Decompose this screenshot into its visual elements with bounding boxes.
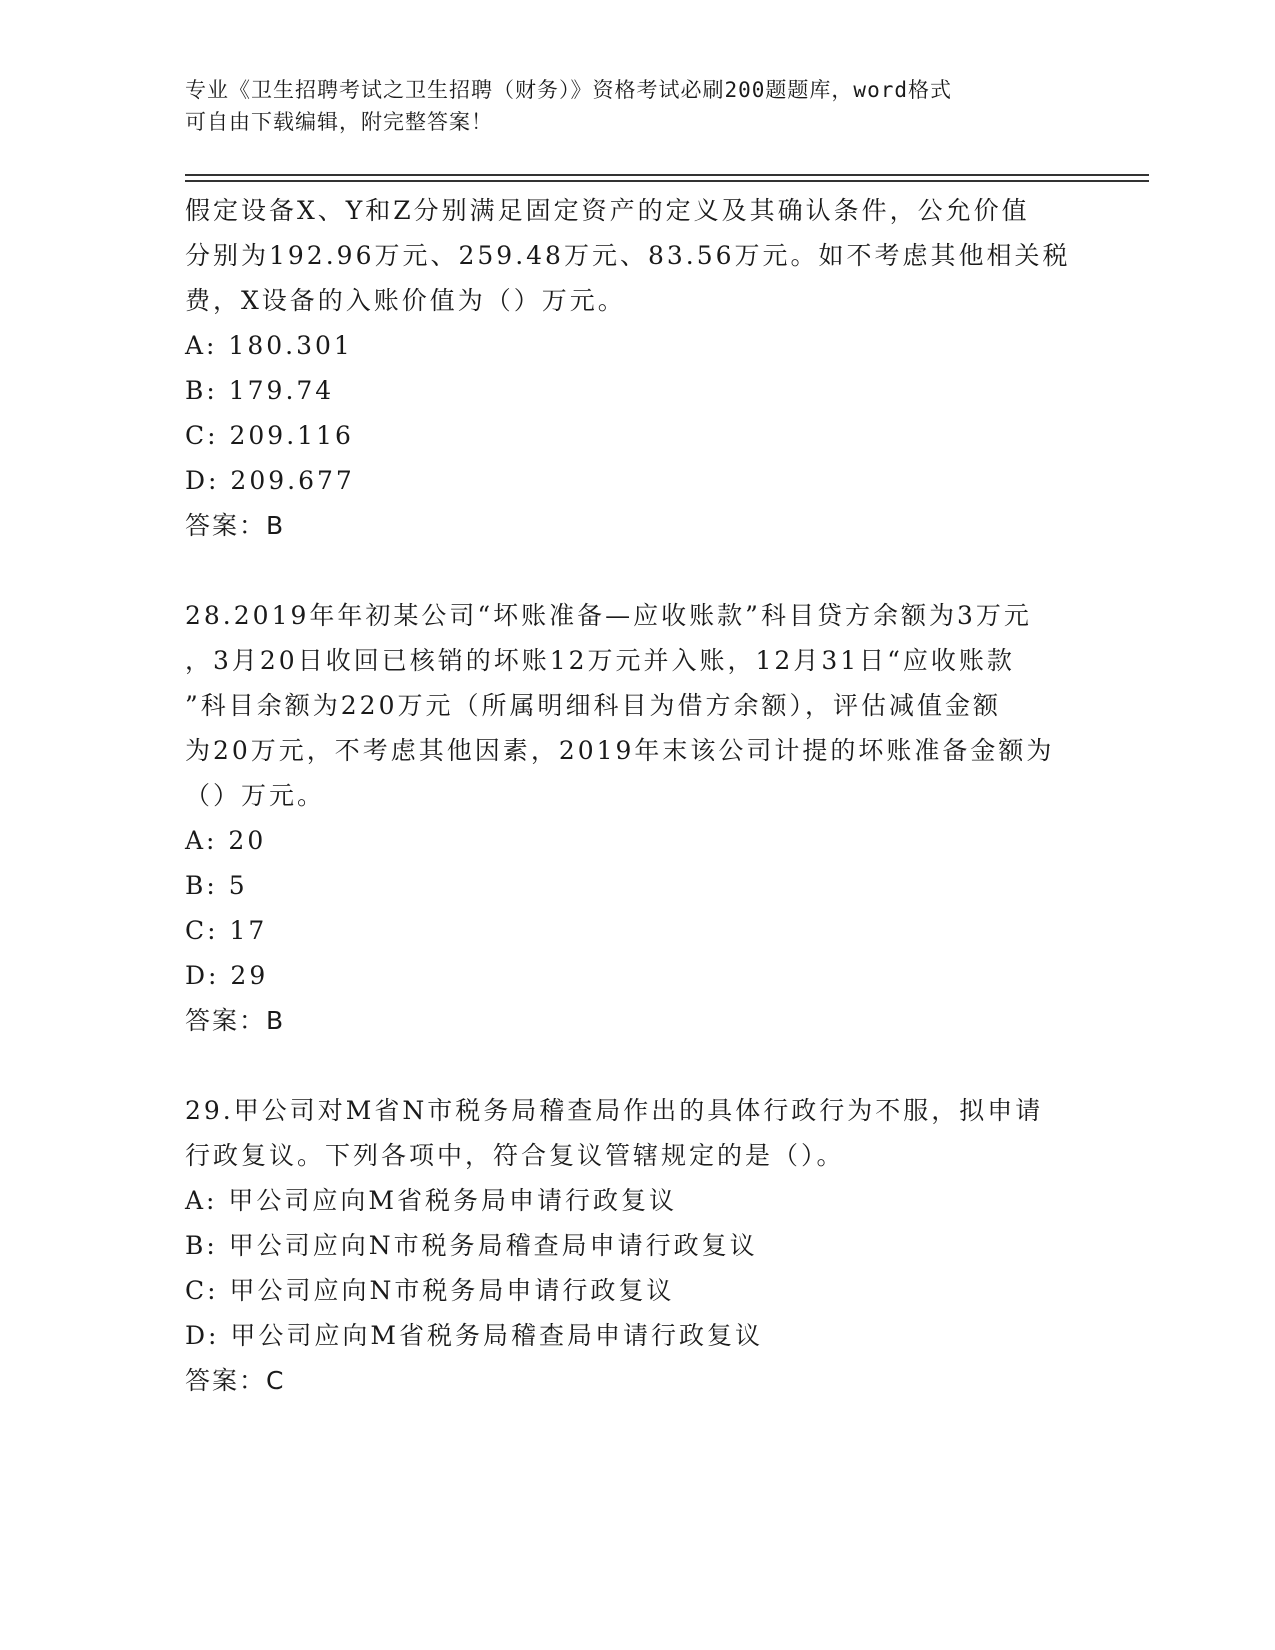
question-stem-line: ”科目余额为220万元（所属明细科目为借方余额），评估减值金额 xyxy=(185,691,1002,720)
option-d: D: 甲公司应向M省税务局稽查局申请行政复议 xyxy=(185,1321,764,1350)
question-stem-line: ，3月20日收回已核销的坏账12万元并入账，12月31日“应收账款 xyxy=(185,646,1015,675)
question-stem-line: 为20万元，不考虑其他因素，2019年末该公司计提的坏账准备金额为 xyxy=(185,736,1055,765)
question-spacer xyxy=(185,1043,1085,1088)
header-line-1: 专业《卫生招聘考试之卫生招聘（财务）》资格考试必刷200题题库，word格式 xyxy=(185,78,952,102)
header-divider-bottom xyxy=(185,180,1149,182)
question-stem-line: 行政复议。下列各项中，符合复议管辖规定的是（）。 xyxy=(185,1141,845,1170)
option-b: B: 甲公司应向N市税务局稽查局申请行政复议 xyxy=(185,1231,758,1260)
question-spacer xyxy=(185,548,1085,593)
question-stem-line: 29.甲公司对M省N市税务局稽查局作出的具体行政行为不服，拟申请 xyxy=(185,1096,1044,1125)
header-line-2: 可自由下载编辑，附完整答案！ xyxy=(185,110,493,134)
question-stem-line: 费，X设备的入账价值为（）万元。 xyxy=(185,286,626,315)
answer-line: 答案：B xyxy=(185,1006,286,1035)
document-header xyxy=(185,74,1065,138)
question-stem-line: 28.2019年年初某公司“坏账准备—应收账款”科目贷方余额为3万元 xyxy=(185,601,1032,630)
option-a: A: 甲公司应向M省税务局申请行政复议 xyxy=(185,1186,678,1215)
option-a: A: 20 xyxy=(185,826,267,855)
option-b: B: 5 xyxy=(185,871,248,900)
option-c: C: 209.116 xyxy=(185,421,354,450)
question-item xyxy=(185,188,1085,548)
answer-line: 答案：C xyxy=(185,1366,286,1395)
question-item xyxy=(185,1088,1085,1403)
option-d: D: 29 xyxy=(185,961,269,990)
option-d: D: 209.677 xyxy=(185,466,355,495)
answer-line: 答案：B xyxy=(185,511,286,540)
question-stem-line: 假定设备X、Y和Z分别满足固定资产的定义及其确认条件，公允价值 xyxy=(185,196,1030,225)
question-item xyxy=(185,593,1085,1043)
option-b: B: 179.74 xyxy=(185,376,335,405)
option-a: A: 180.301 xyxy=(185,331,353,360)
option-c: C: 17 xyxy=(185,916,268,945)
question-stem-line: （）万元。 xyxy=(185,781,326,810)
question-stem-line: 分别为192.96万元、259.48万元、83.56万元。如不考虑其他相关税 xyxy=(185,241,1071,270)
question-list xyxy=(185,188,1085,1403)
header-divider-top xyxy=(185,174,1149,176)
option-c: C: 甲公司应向N市税务局申请行政复议 xyxy=(185,1276,675,1305)
